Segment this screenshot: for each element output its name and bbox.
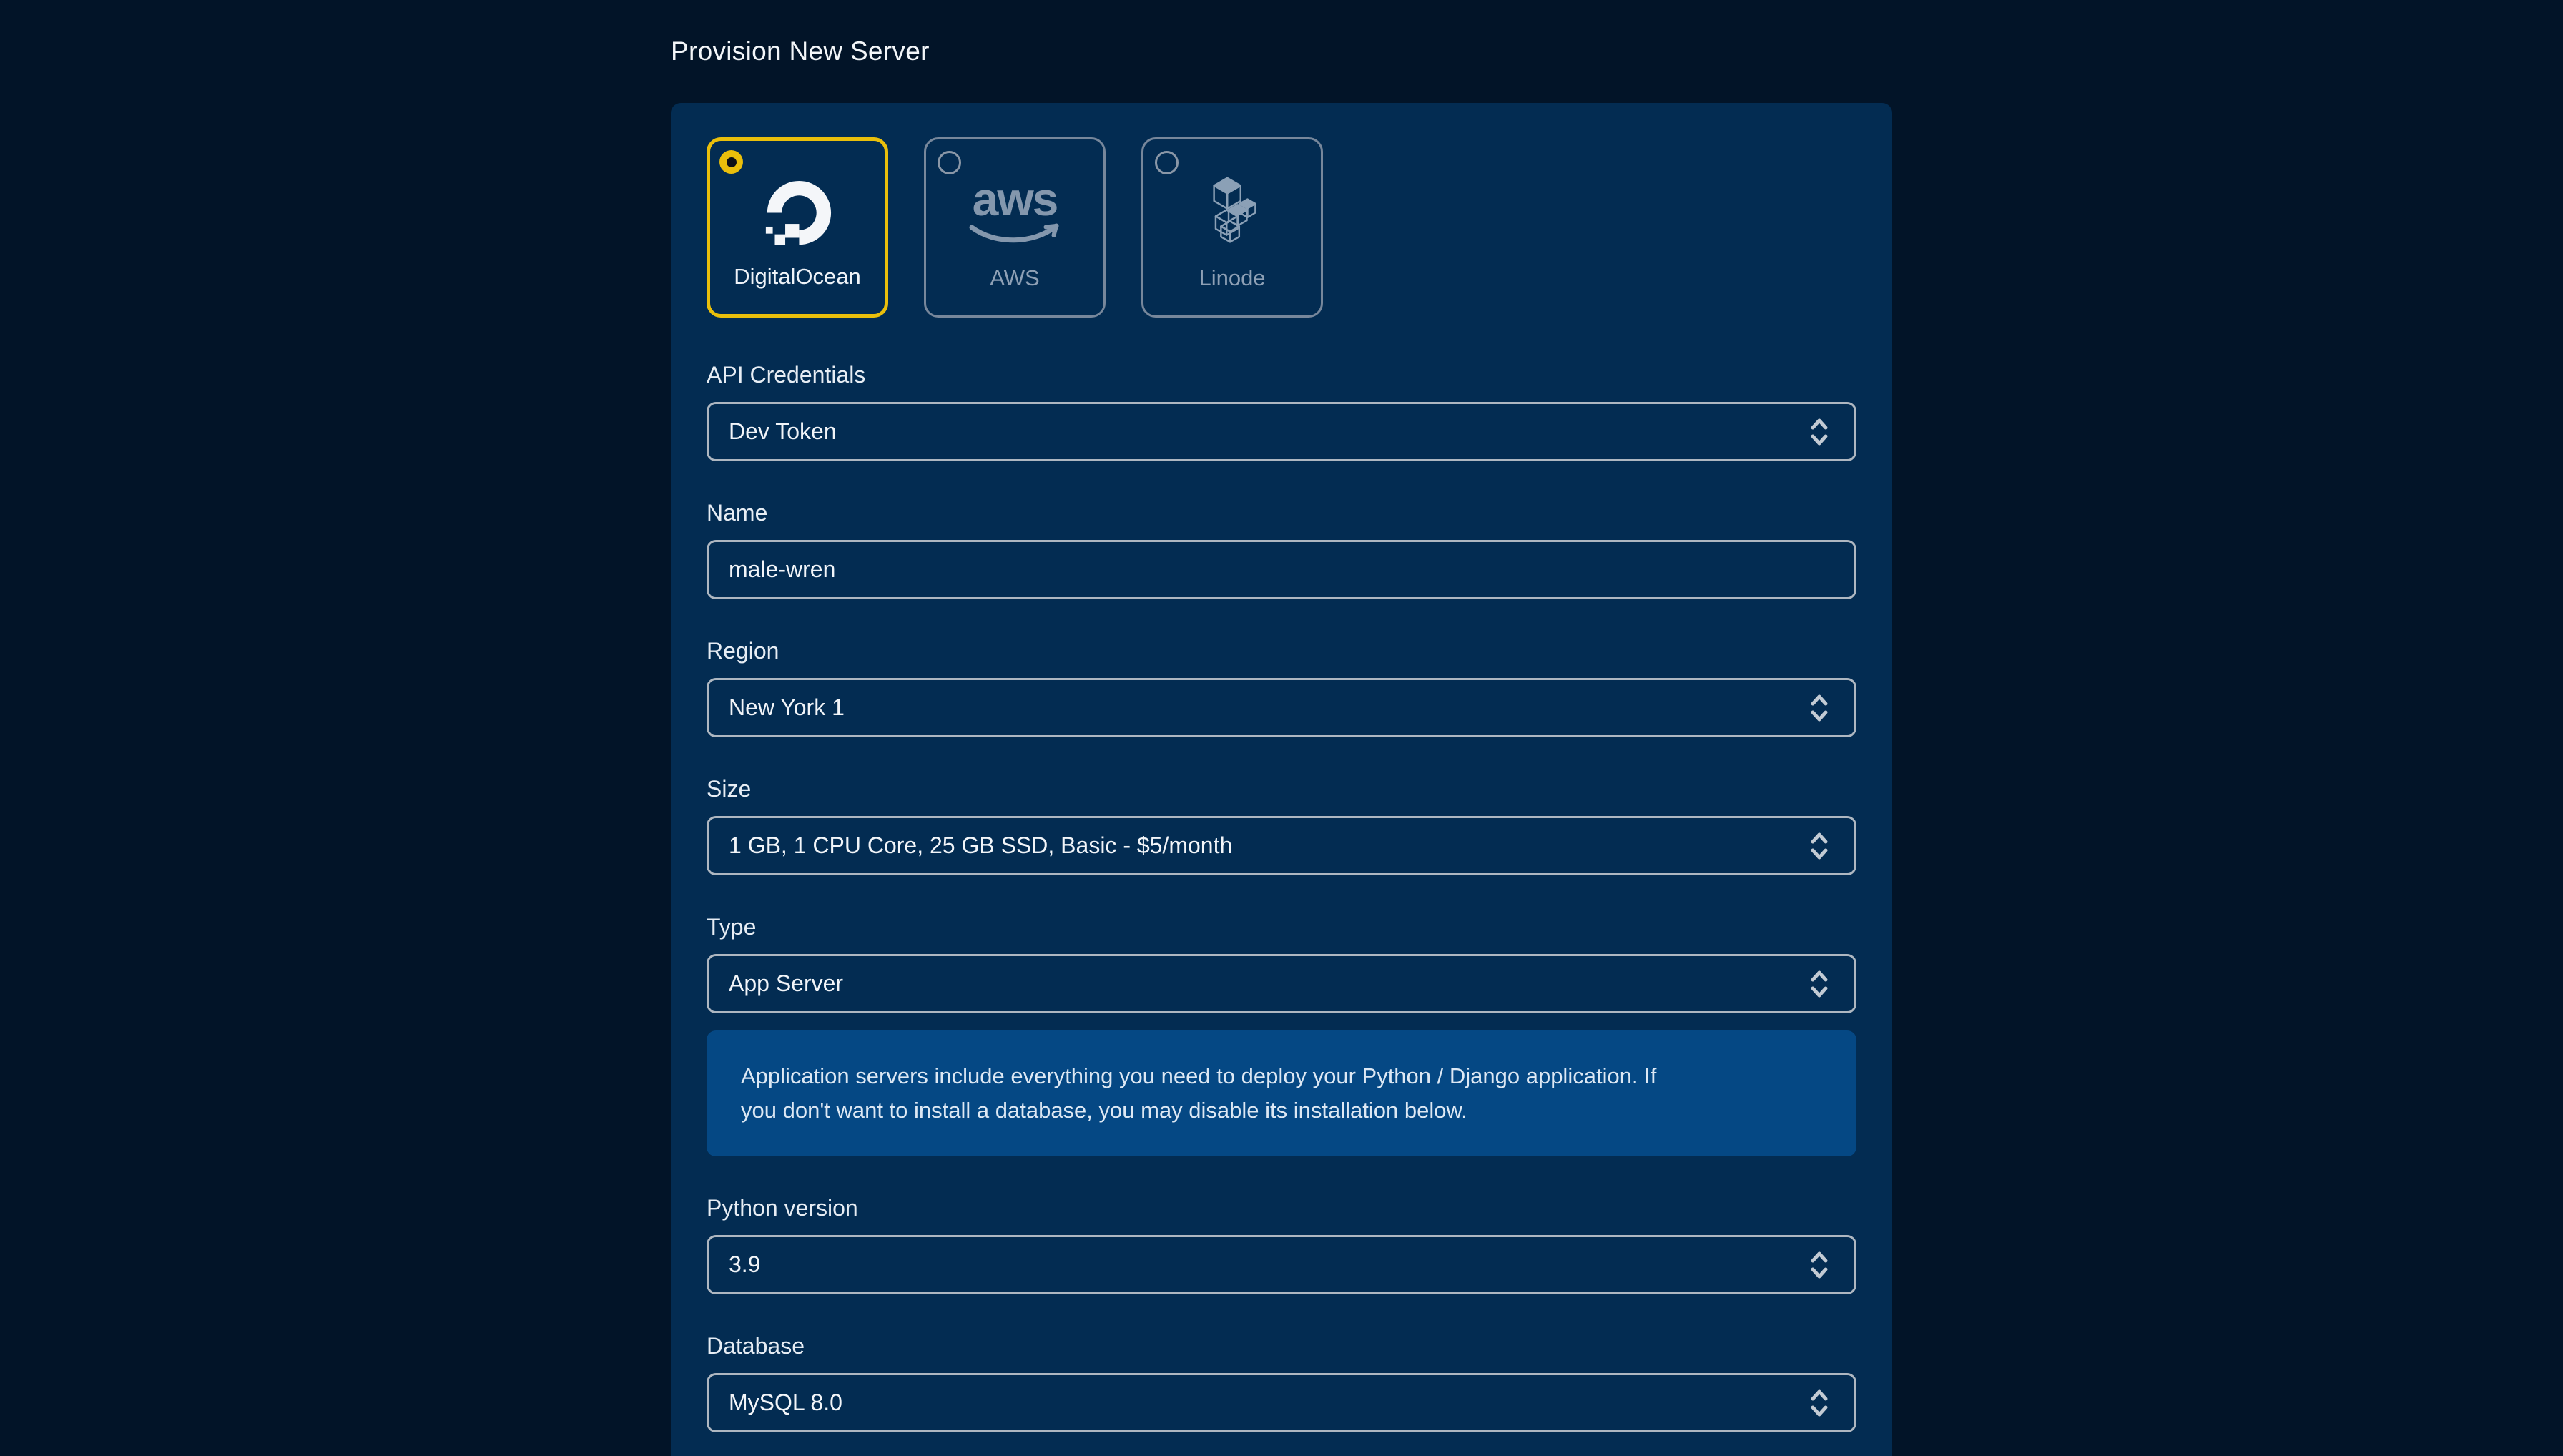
select-value: MySQL 8.0 xyxy=(729,1389,842,1415)
python-version-select[interactable] xyxy=(707,1235,1856,1294)
select-value: App Server xyxy=(729,970,844,996)
select-value: 3.9 xyxy=(729,1251,761,1277)
provision-form-panel xyxy=(671,103,1892,1456)
provider-label: DigitalOcean xyxy=(734,264,861,289)
radio-digitalocean-checked[interactable] xyxy=(719,150,743,174)
provider-card-aws[interactable] xyxy=(924,137,1106,318)
field-region xyxy=(707,637,1856,737)
size-label: Size xyxy=(707,776,752,802)
field-database xyxy=(707,1332,1856,1432)
select-value: Dev Token xyxy=(729,418,837,444)
name-label: Name xyxy=(707,500,768,526)
field-size xyxy=(707,775,1856,875)
provider-card-linode[interactable] xyxy=(1141,137,1323,318)
provider-card-digitalocean[interactable] xyxy=(707,137,888,318)
api-credentials-select[interactable] xyxy=(707,402,1856,461)
chevron-updown-icon xyxy=(1807,1384,1831,1422)
api-credentials-label: API Credentials xyxy=(707,362,866,388)
provider-label: Linode xyxy=(1199,265,1266,290)
chevron-updown-icon xyxy=(1807,965,1831,1003)
type-info-box xyxy=(707,1030,1856,1156)
digitalocean-logo-icon xyxy=(710,172,885,255)
select-value: New York 1 xyxy=(729,694,845,720)
aws-logo-icon xyxy=(926,171,1103,254)
type-label: Type xyxy=(707,914,757,940)
aws-logo-text: aws xyxy=(972,172,1058,226)
python-version-label: Python version xyxy=(707,1195,858,1221)
type-select[interactable] xyxy=(707,954,1856,1013)
region-label: Region xyxy=(707,638,779,664)
region-select[interactable] xyxy=(707,678,1856,737)
name-input[interactable] xyxy=(707,540,1856,599)
field-python-version xyxy=(707,1194,1856,1294)
field-type xyxy=(707,913,1856,1156)
size-select[interactable] xyxy=(707,816,1856,875)
chevron-updown-icon xyxy=(1807,413,1831,451)
field-name xyxy=(707,499,1856,599)
field-api-credentials xyxy=(707,361,1856,461)
chevron-updown-icon xyxy=(1807,1246,1831,1284)
linode-logo-icon xyxy=(1143,171,1321,254)
type-info-text: Application servers include everything you need to deploy your Python / Django application. If you don't want to install a database, you may disable its installation below. xyxy=(741,1063,1657,1123)
provider-selector xyxy=(707,137,1856,318)
chevron-updown-icon xyxy=(1807,827,1831,865)
provider-label: AWS xyxy=(990,265,1040,290)
database-label: Database xyxy=(707,1333,805,1359)
select-value: 1 GB, 1 CPU Core, 25 GB SSD, Basic - $5/month xyxy=(729,832,1233,858)
database-select[interactable] xyxy=(707,1373,1856,1432)
page-title: Provision New Server xyxy=(671,36,930,66)
chevron-updown-icon xyxy=(1807,689,1831,727)
